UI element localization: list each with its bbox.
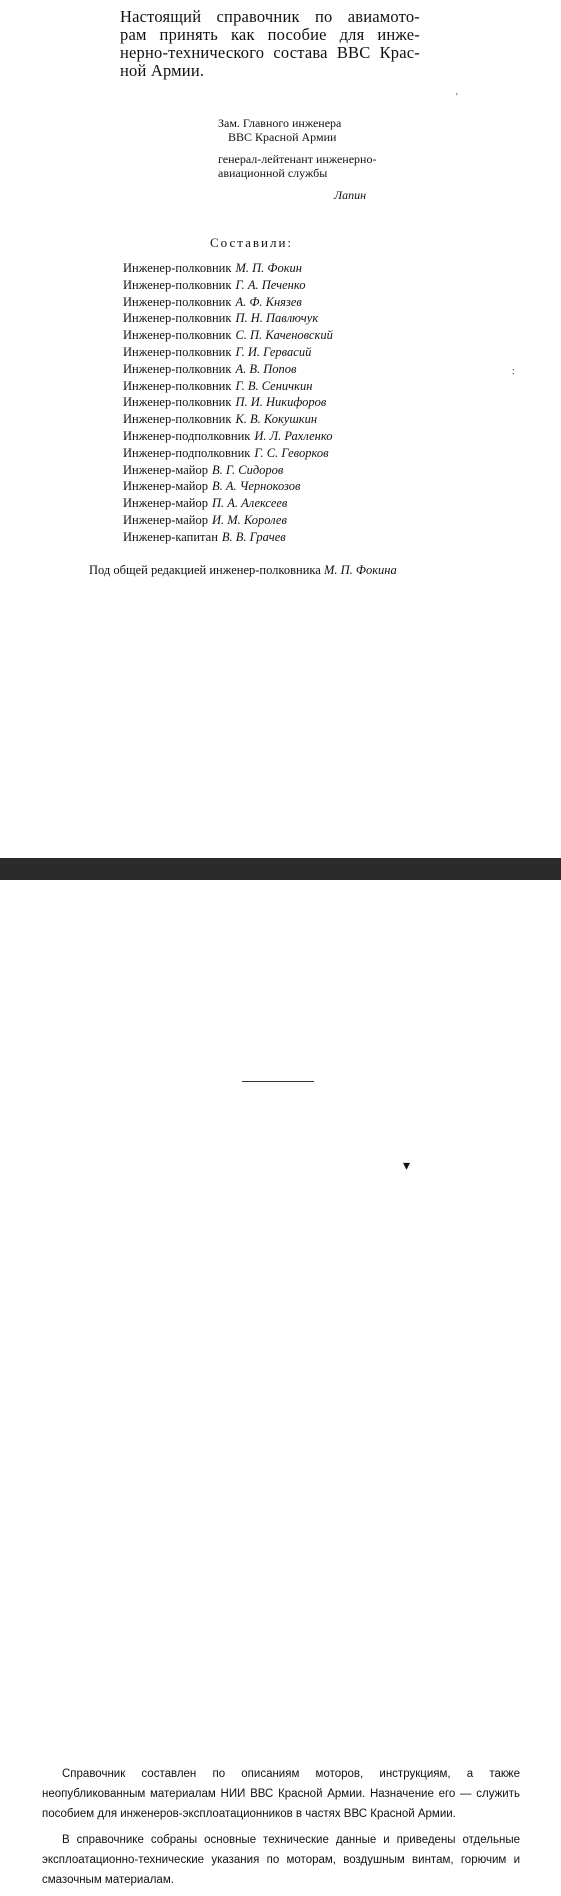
title-verso-page <box>0 0 561 858</box>
author-item <box>123 445 333 462</box>
author-rank: Инженер-полковник <box>123 361 232 376</box>
approver-rank-cont: авиационной службы <box>218 166 328 180</box>
author-name: П. А. Алексеев <box>211 496 288 511</box>
author-name: Г. С. Геворков <box>254 445 329 460</box>
author-name: Г. А. Печенко <box>235 277 306 292</box>
page-separator <box>0 858 561 880</box>
author-name: Г. В. Сеничкин <box>235 378 313 393</box>
author-rank: Инженер-майор <box>123 512 208 527</box>
author-rank: Инженер-подполковник <box>123 428 251 443</box>
scan-speck: ▾ <box>403 1159 411 1174</box>
author-name: В. В. Грачев <box>221 529 286 544</box>
intro-line: ной Армии. <box>120 61 205 80</box>
author-rank: Инженер-полковник <box>123 395 232 410</box>
author-name: В. Г. Сидоров <box>211 462 284 477</box>
author-rank: Инженер-полковник <box>123 412 232 427</box>
author-rank: Инженер-майор <box>123 479 208 494</box>
author-item <box>123 495 333 512</box>
intro-line: нерно-технического состава ВВС Крас- <box>120 43 420 62</box>
authors-list <box>123 260 333 546</box>
annotation-paragraph: Справочник составлен по описаниям моторов, инструкциям, а также неопубликованным материалам НИИ ВВС Красной Армии. Назначение его — служить пособием для инженеров-эксплоатационников в частях ВВС Красной Армии. <box>42 1768 520 1820</box>
author-name: П. Н. Павлючук <box>235 311 319 326</box>
author-rank: Инженер-подполковник <box>123 445 251 460</box>
approver-signature: Лапин <box>334 188 367 202</box>
author-rank: Инженер-полковник <box>123 344 232 359</box>
author-rank: Инженер-полковник <box>123 261 232 275</box>
author-item <box>123 294 333 311</box>
author-name: К. В. Кокушкин <box>235 412 318 427</box>
author-rank: Инженер-майор <box>123 462 208 477</box>
author-item <box>123 411 333 428</box>
author-item <box>123 277 333 294</box>
author-item <box>123 378 333 395</box>
annotation-paragraph: В справочнике собраны основные технические данные и приведены отдельные эксплоатационно-технические указания по моторам, воздушным винтам, горючим и смазочным материалам. <box>42 1834 520 1886</box>
annotation-text <box>42 1764 520 1896</box>
approver-organization: ВВС Красной Армии <box>228 130 337 144</box>
author-name: А. В. Попов <box>235 361 297 376</box>
author-item <box>123 478 333 495</box>
author-name: А. Ф. Князев <box>235 294 302 309</box>
author-item <box>123 361 333 378</box>
author-rank: Инженер-полковник <box>123 378 232 393</box>
author-item <box>123 462 333 479</box>
author-item <box>123 344 333 361</box>
author-rank: Инженер-полковник <box>123 328 232 343</box>
author-item <box>123 327 333 344</box>
general-editor-line <box>89 563 397 578</box>
approval-block <box>218 116 438 202</box>
author-item <box>123 512 333 529</box>
author-name: С. П. Каченовский <box>235 328 333 343</box>
author-rank: Инженер-полковник <box>123 294 232 309</box>
editor-prefix: Под общей редакцией инженер-полковника <box>89 563 321 577</box>
scan-speck: : <box>512 366 515 377</box>
intro-line: Настоящий справочник по авиамото- <box>120 7 420 26</box>
author-name: Г. И. Гервасий <box>235 344 312 359</box>
author-item <box>123 529 333 546</box>
author-rank: Инженер-полковник <box>123 311 232 326</box>
intro-line: рам принять как пособие для инже- <box>120 25 420 44</box>
author-rank: Инженер-майор <box>123 496 208 511</box>
author-item <box>123 310 333 327</box>
author-name: И. Л. Рахленко <box>254 428 333 443</box>
annotation-page <box>0 880 561 1886</box>
author-name: М. П. Фокин <box>235 261 302 275</box>
author-name: В. А. Чернокозов <box>211 479 301 494</box>
compilers-heading: Составили: <box>210 235 294 250</box>
scan-speck: ' <box>456 92 458 103</box>
author-rank: Инженер-полковник <box>123 277 232 292</box>
author-item <box>123 260 333 277</box>
editor-name: М. П. Фокина <box>323 563 397 577</box>
ornamental-rule <box>242 1081 314 1082</box>
approval-statement <box>120 8 420 80</box>
author-name: П. И. Никифоров <box>235 395 327 410</box>
approver-position: Зам. Главного инженера <box>218 116 342 130</box>
author-rank: Инженер-капитан <box>123 529 218 544</box>
approver-rank: генерал-лейтенант инженерно- <box>218 152 377 166</box>
author-item <box>123 428 333 445</box>
author-name: И. М. Королев <box>211 512 287 527</box>
author-item <box>123 394 333 411</box>
